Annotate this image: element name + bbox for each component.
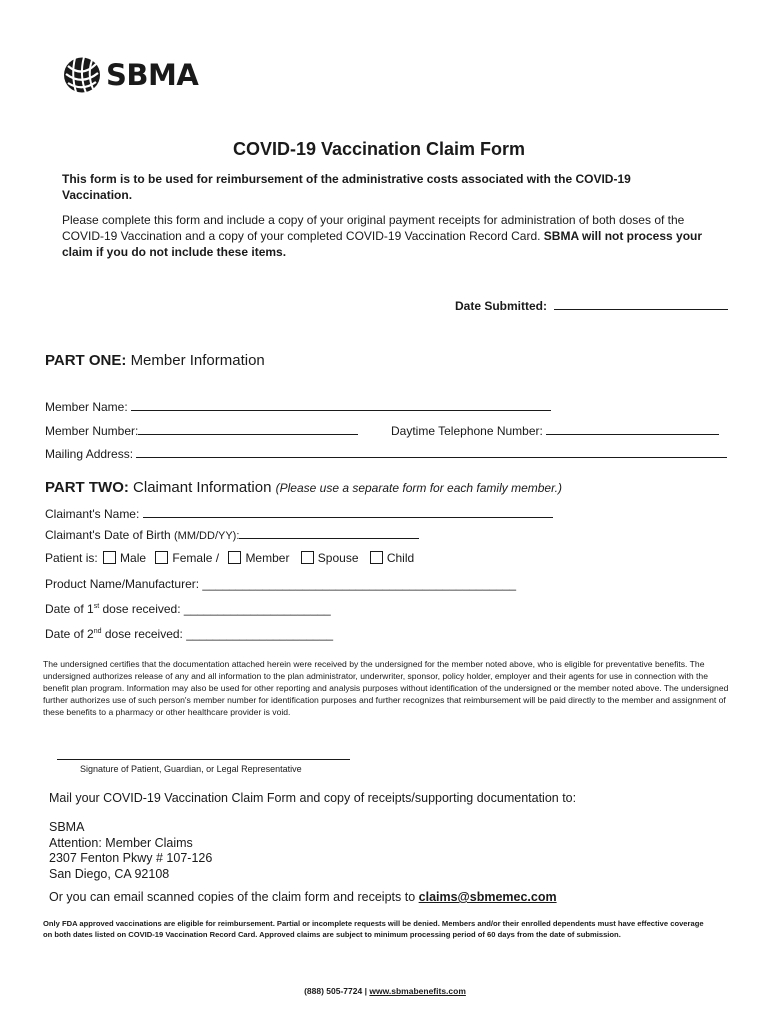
member-number-label: Member Number: [45,424,139,438]
mailing-address-block [49,820,212,882]
address-line: San Diego, CA 92108 [49,866,170,881]
phone-field[interactable] [546,434,719,435]
spouse-checkbox[interactable] [301,551,314,564]
claimant-name-row [45,507,553,521]
email-text: Or you can email scanned copies of the claim form and receipts to [49,890,416,904]
male-checkbox[interactable] [103,551,116,564]
date-submitted-label: Date Submitted: [455,299,548,313]
signature-label: Signature of Patient, Guardian, or Legal Representative [80,764,302,774]
intro-purpose: This form is to be used for reimbursement of the administrative costs associated with the COVID-19 Vaccination. [62,172,631,202]
member-checkbox[interactable] [228,551,241,564]
patient-is-label: Patient is: [45,551,98,565]
part-two-subheading: Claimant Information [133,479,272,496]
dose1-row [45,602,331,616]
member-name-field[interactable] [131,410,551,411]
address-label: Mailing Address: [45,447,134,461]
patient-is-row [45,551,414,565]
child-label: Child [386,551,415,565]
address-line: 2307 Fenton Pkwy # 107-126 [49,851,213,865]
globe-logo-icon [62,56,102,94]
disclaimer-text: Only FDA approved vaccinations are eligible for reimbursement. Partial or incomplete requests will be denied. Members and/or their enrolled dependents must have effective coverage on both dates listed on COVID-19 Vaccination Record Card. Approved claims are subject to minimum processing period of 60 days from the date of submission. [43,919,704,939]
footer-separator: | [364,986,367,996]
dob-label: Claimant's Date of Birth [45,528,171,542]
member-number-field[interactable] [138,434,358,435]
dose2-row [45,627,333,641]
dob-row [45,528,419,542]
certification-text: The undersigned certifies that the documentation attached herein were received by the undersigned for the member noted above, who is eligible for preventative benefits. The undersigned authorizes release of any and all information to the plan administrator, underwriter, sponsor, policy holder, employer and their agents for use in connection with the benefit plan program. Information may also be used for other reporting and analysis purposes without identification of the undersigned or the member noted above. The undersigned further authorizes use of such person's member number for identification purposes and further recognizes that reimbursement will be paid directly to the member and assignment of these benefits to a pharmacy or other healthcare provider is void. [43,659,729,717]
dose2-label: Date of 2nd dose received: [45,627,183,641]
spouse-label: Spouse [317,551,359,565]
child-checkbox[interactable] [370,551,383,564]
product-label: Product Name/Manufacturer: [45,577,200,591]
claimant-name-label: Claimant's Name: [45,507,140,521]
address-line: Attention: Member Claims [49,835,193,850]
part-one-subheading: Member Information [130,352,265,369]
address-row [45,447,727,461]
part-two-heading [45,479,562,496]
male-label: Male [120,551,147,565]
dose1-field[interactable]: ______________________ [183,602,331,616]
footer [0,986,770,996]
instructions-warning: SBMA will not process your claim if you do not include these items. [62,229,703,259]
address-field[interactable] [136,457,727,458]
email-link[interactable]: claims@sbmemec.com [418,890,557,904]
member-number-row [45,424,358,438]
claimant-name-field[interactable] [143,517,553,518]
logo-text: SBMA [106,58,199,92]
part-one-heading [45,352,265,369]
dose1-label: Date of 1st dose received: [45,602,181,616]
phone-row [391,424,719,438]
product-field[interactable]: _______________________________________________ [202,577,517,591]
part-one-label: PART ONE: [45,352,127,369]
footer-website-link[interactable]: www.sbmabenefits.com [369,986,466,996]
form-title: COVID-19 Vaccination Claim Form [232,139,526,159]
intro-instructions [62,212,712,260]
dob-field[interactable] [239,538,419,539]
female-label: Female / [172,551,220,565]
date-submitted-field[interactable] [554,309,728,310]
member-label: Member [245,551,290,565]
email-row [49,890,557,904]
female-checkbox[interactable] [155,551,168,564]
signature-line[interactable] [57,759,350,760]
dob-format: (MM/DD/YY): [174,530,240,542]
footer-phone: (888) 505-7724 [304,986,363,996]
dose2-field[interactable]: ______________________ [186,627,334,641]
part-two-label: PART TWO: [45,479,129,496]
member-name-row [45,400,551,414]
date-submitted-row [455,299,728,313]
part-two-note: (Please use a separate form for each family member.) [275,481,562,495]
address-line: SBMA [49,820,85,834]
instructions-text: Please complete this form and include a copy of your original payment receipts for administration of both doses of the COVID-19 Vaccination and a copy of your completed COVID-19 Vaccination Record Card. [62,213,685,243]
product-row [45,577,516,591]
sbma-logo [62,56,198,94]
mail-instructions: Mail your COVID-19 Vaccination Claim Form and copy of receipts/supporting documentation to: [49,791,577,805]
phone-label: Daytime Telephone Number: [391,424,543,438]
member-name-label: Member Name: [45,400,128,414]
